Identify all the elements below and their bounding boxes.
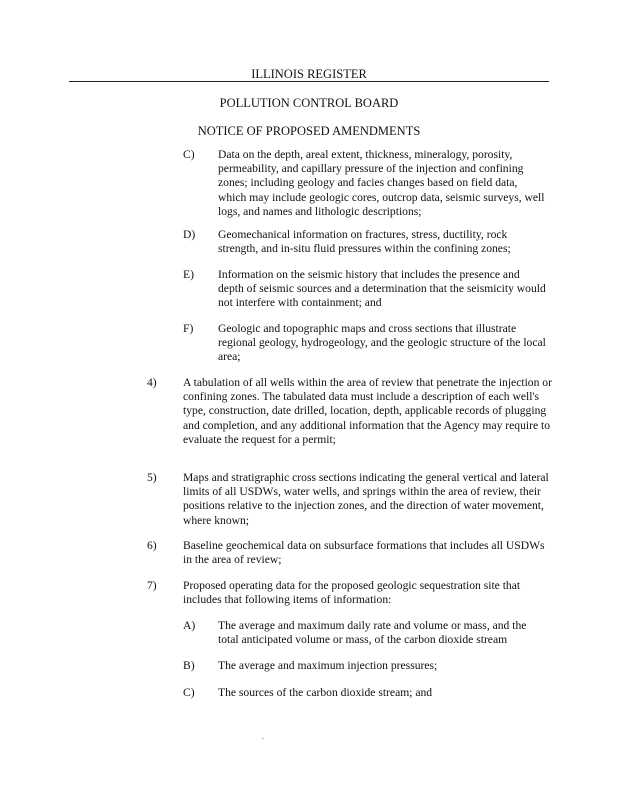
item-text: The average and maximum injection pressures; <box>218 659 438 672</box>
item-label: B) <box>183 659 195 672</box>
item-text: Data on the depth, areal extent, thickness, mineralogy, porosity, permeability, and capillary pressure of the injection and confining zones; including geology and facies changes based on field data, which may include geologic cores, outcrop data, seismic surveys, well logs, and names and lithologic descriptions; <box>218 148 545 218</box>
item-text: Baseline geochemical data on subsurface formations that includes all USDWs in the area of review; <box>183 539 545 567</box>
item-text: The average and maximum daily rate and volume or mass, and the total anticipated volume or mass, of the carbon dioxide stream <box>218 619 527 647</box>
item-text: Geomechanical information on fractures, stress, ductility, rock strength, and in-situ fluid pressures within the confining zones; <box>218 228 511 256</box>
notice-title: NOTICE OF PROPOSED AMENDMENTS <box>197 124 421 138</box>
item-label: A) <box>183 619 196 632</box>
item-text: Information on the seismic history that includes the presence and depth of seismic sources and a determination that the seismicity would not interfere with containment; and <box>218 268 546 310</box>
header-rule <box>69 81 549 82</box>
register-title: ILLINOIS REGISTER <box>251 67 367 81</box>
board-name: POLLUTION CONTROL BOARD <box>219 96 399 110</box>
item-label: E) <box>183 268 194 281</box>
item-label: 6) <box>147 539 157 552</box>
item-text: Proposed operating data for the proposed geologic sequestration site that includes that following items of information: <box>183 579 521 607</box>
item-text: The sources of the carbon dioxide stream; and <box>218 686 433 699</box>
item-label: C) <box>183 686 195 699</box>
item-text: Maps and stratigraphic cross sections indicating the general vertical and lateral limits of all USDWs, water wells, and springs within the area of review, their positions relative to the injection zones, and the direction of water movement, where known; <box>183 471 549 527</box>
item-label: F) <box>183 322 194 335</box>
item-label: C) <box>183 148 195 161</box>
scan-speck <box>262 738 264 739</box>
item-label: 5) <box>147 471 157 484</box>
item-text: Geologic and topographic maps and cross sections that illustrate regional geology, hydrogeology, and the geologic structure of the local area; <box>218 322 546 364</box>
item-label: D) <box>183 228 196 241</box>
item-label: 4) <box>147 376 157 389</box>
item-label: 7) <box>147 579 157 592</box>
item-text: A tabulation of all wells within the area of review that penetrate the injection or confining zones. The tabulated data must include a description of each well's type, construction, date drilled, location, depth, applicable records of plugging and completion, and any additional information that the Agency may require to evaluate the request for a permit; <box>183 376 552 446</box>
